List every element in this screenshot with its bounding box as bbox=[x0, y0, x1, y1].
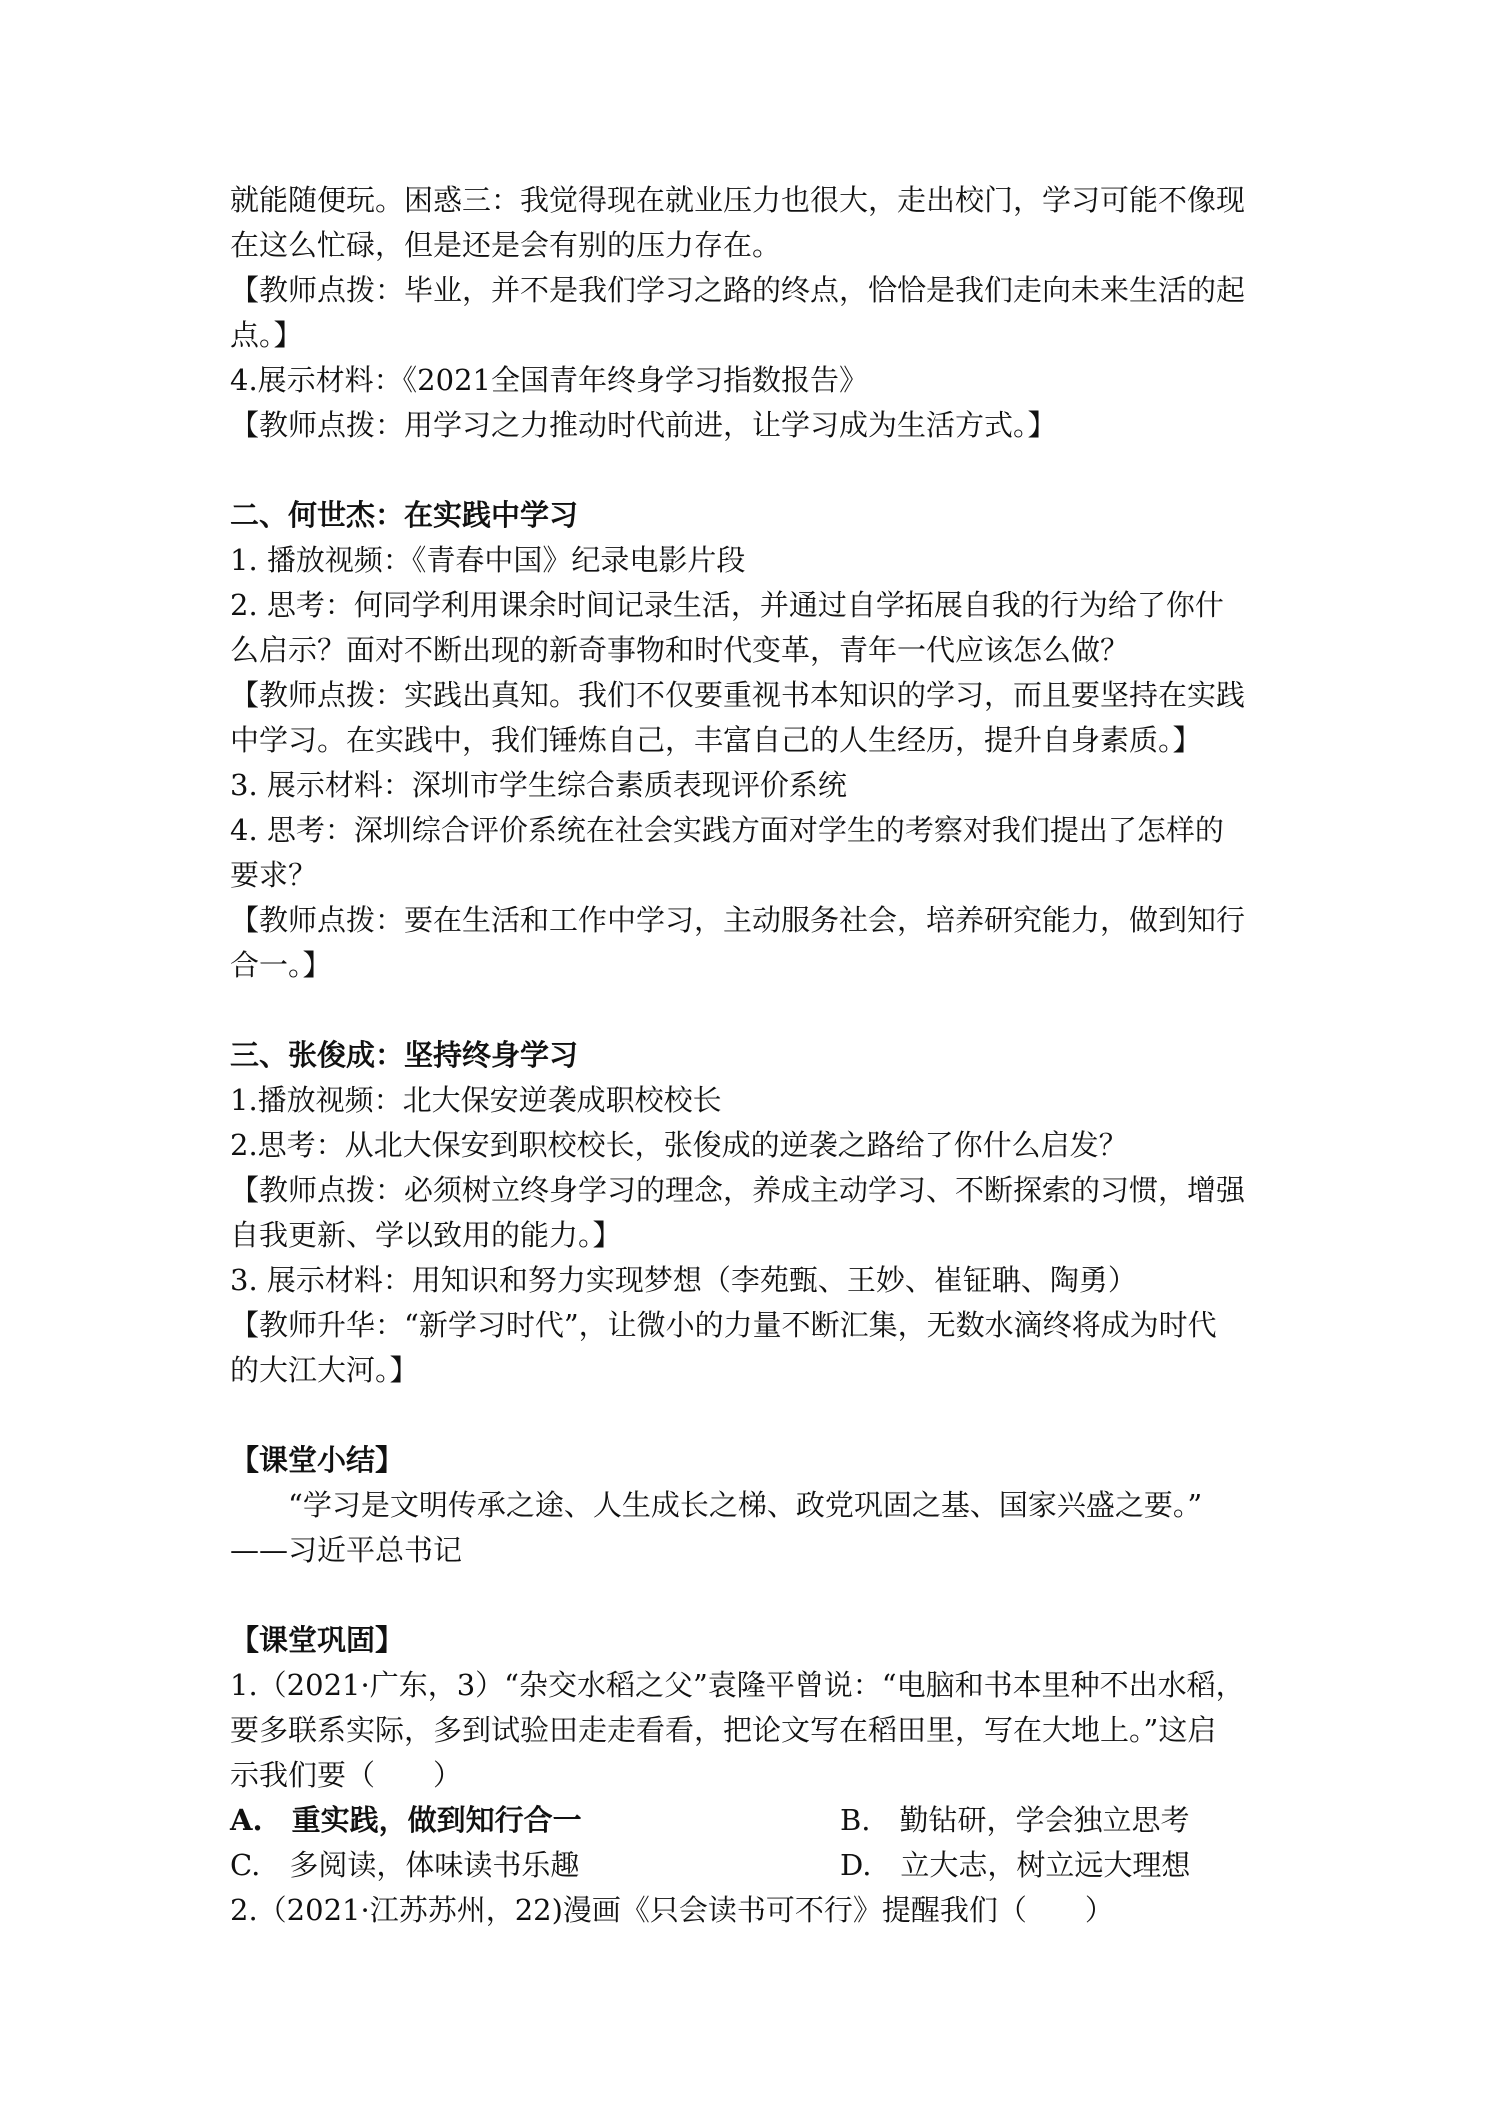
spacer bbox=[230, 1573, 1270, 1618]
teacher-note: 点。】 bbox=[230, 318, 303, 352]
text-line: 4.展示材料：《2021全国青年终身学习指数报告》 bbox=[230, 363, 868, 397]
text-line: 2.思考：从北大保安到职校校长，张俊成的逆袭之路给了你什么启发？ bbox=[230, 1128, 1128, 1162]
summary-heading: 【课堂小结】 bbox=[230, 1443, 405, 1477]
teacher-note: 【教师点拨：要在生活和工作中学习，主动服务社会，培养研究能力，做到知行 bbox=[230, 903, 1246, 937]
teacher-note: 【教师点拨：必须树立终身学习的理念，养成主动学习、不断探索的习惯，增强 bbox=[230, 1173, 1246, 1207]
teacher-note: 的大江大河。】 bbox=[230, 1353, 419, 1387]
option-b: B. 勤钻研，学会独立思考 bbox=[840, 1803, 1190, 1837]
option-a: A. 重实践，做到知行合一 bbox=[230, 1803, 582, 1837]
section-heading-3: 三、张俊成：坚持终身学习 bbox=[230, 1038, 579, 1072]
text-line: 1.播放视频：北大保安逆袭成职校校长 bbox=[230, 1083, 722, 1117]
text-line: 2. 思考：何同学利用课余时间记录生活，并通过自学拓展自我的行为给了你什 bbox=[230, 588, 1224, 622]
question-line: 示我们要（ ） bbox=[230, 1758, 463, 1792]
text-line: 4. 思考：深圳综合评价系统在社会实践方面对学生的考察对我们提出了怎样的 bbox=[230, 813, 1224, 847]
question-line: 2.（2021·江苏苏州，22)漫画《只会读书可不行》提醒我们（ ） bbox=[230, 1893, 1114, 1927]
text-line: 就能随便玩。困惑三：我觉得现在就业压力也很大，走出校门，学习可能不像现 bbox=[230, 183, 1246, 217]
section-heading-2: 二、何世杰：在实践中学习 bbox=[230, 498, 579, 532]
spacer bbox=[230, 988, 1270, 1033]
question-line: 要多联系实际，多到试验田走走看看，把论文写在稻田里，写在大地上。”这启 bbox=[230, 1713, 1217, 1747]
question-line: 1.（2021·广东，3）“杂交水稻之父”袁隆平曾说：“电脑和书本里种不出水稻， bbox=[230, 1668, 1245, 1702]
teacher-note: 【教师点拨：毕业，并不是我们学习之路的终点，恰恰是我们走向未来生活的起 bbox=[230, 273, 1246, 307]
teacher-note: 中学习。在实践中，我们锤炼自己，丰富自己的人生经历，提升自身素质。】 bbox=[230, 723, 1202, 757]
text-line: 在这么忙碌，但是还是会有别的压力存在。 bbox=[230, 228, 782, 262]
teacher-note: 【教师升华：“新学习时代”，让微小的力量不断汇集，无数水滴终将成为时代 bbox=[230, 1308, 1217, 1342]
text-line: 3. 展示材料：深圳市学生综合素质表现评价系统 bbox=[230, 768, 847, 802]
document-page bbox=[230, 178, 1270, 1933]
option-d: D. 立大志，树立远大理想 bbox=[840, 1848, 1191, 1882]
spacer bbox=[230, 448, 1270, 493]
option-c: C. 多阅读，体味读书乐趣 bbox=[230, 1848, 580, 1882]
quote-attribution: ——习近平总书记 bbox=[230, 1533, 463, 1567]
text-line: 么启示？面对不断出现的新奇事物和时代变革，青年一代应该怎么做？ bbox=[230, 633, 1130, 667]
spacer bbox=[230, 1393, 1270, 1438]
teacher-note: 合一。】 bbox=[230, 948, 332, 982]
consolidate-heading: 【课堂巩固】 bbox=[230, 1623, 405, 1657]
answer-options bbox=[230, 1798, 1270, 1888]
teacher-note: 【教师点拨：实践出真知。我们不仅要重视书本知识的学习，而且要坚持在实践 bbox=[230, 678, 1246, 712]
quote-line: “学习是文明传承之途、人生成长之梯、政党巩固之基、国家兴盛之要。” bbox=[288, 1488, 1203, 1522]
text-line: 要求？ bbox=[230, 858, 318, 892]
text-line: 1. 播放视频：《青春中国》纪录电影片段 bbox=[230, 543, 746, 577]
teacher-note: 自我更新、学以致用的能力。】 bbox=[230, 1218, 622, 1252]
text-line: 3. 展示材料：用知识和努力实现梦想（李苑甄、王妙、崔钲聃、陶勇） bbox=[230, 1263, 1137, 1297]
teacher-note: 【教师点拨：用学习之力推动时代前进，让学习成为生活方式。】 bbox=[230, 408, 1057, 442]
